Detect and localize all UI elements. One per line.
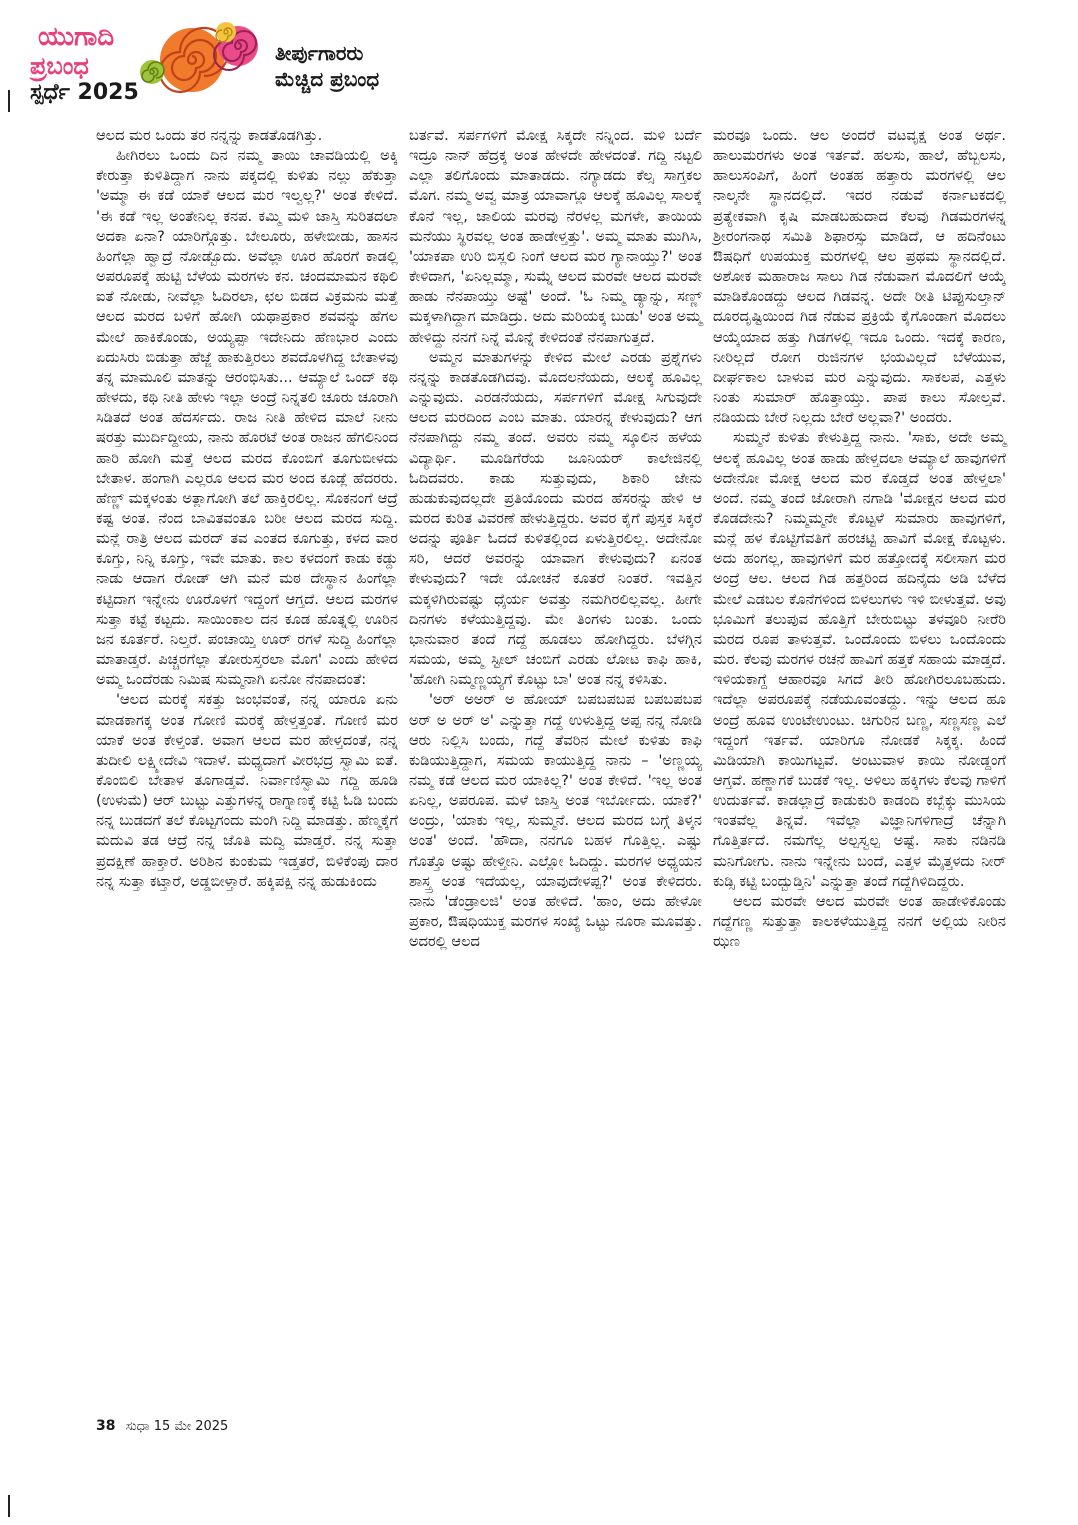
page-footer (96, 1418, 228, 1434)
paragraph: ಹೀಗಿರಲು ಒಂದು ದಿನ ನಮ್ಮ ತಾಯಿ ಚಾವಡಿಯಲ್ಲಿ ಅಕ್ಕಿ ಕೇರುತ್ತಾ ಕುಳಿತಿದ್ದಾಗ ನಾನು ಪಕ್ಕದಲ್ಲಿ ಕುಳಿತು ನಲ್ಲು ಹೆಕುತ್ತಾ 'ಅಮ್ಮಾ ಈ ಕಡೆ ಯಾಕೆ ಆಲದ ಮರ ಇಲ್ವಲ್ಲ?' ಅಂತ ಕೇಳಿದೆ. 'ಈ ಕಡೆ ಇಲ್ಲ ಅಂತೇನಿಲ್ಲ ಕನಪ. ಕಮ್ಮಿ ಮಳಿ ಜಾಸ್ತಿ ಸುರಿತದಲಾ ಅದಕಾ ಏನಾ? ಯಾರಿಗ್ಗೊತ್ತು. ಬೇಲೂರು, ಹಳೇಬೀಡು, ಹಾಸನ ಹಿಂಗೆಲ್ಲಾ ಹ್ವಾದ್ರೆ ನೋಡ್ಬೊದು. ಅವೆಲ್ಲಾ ಊರ ಹೊರಗೆ ಕಾಡಲ್ಲಿ ಅಪರೂಪಕ್ಕೆ ಹುಟ್ಟಿ ಬೆಳೆಯ ಮರಗಳು ಕನ. ಚಂದಮಾಮನ ಕಥಿಲಿ ಐತೆ ನೋಡು, ನೀವೆಲ್ಲಾ ಓದಿರಲಾ, ಛಲ ಬಿಡದ ವಿಕ್ರಮನು ಮತ್ತೆ ಆಲದ ಮರದ ಬಳಿಗೆ ಹೋಗಿ ಯಥಾಪ್ರಕಾರ ಶವವನ್ನು ಹೆಗಲ ಮೇಲೆ ಹಾಕಿಕೊಂಡು, ಅಯ್ಯಪ್ಪಾ ಇದೇನಿದು ಹೆಣಭಾರ ಎಂದು ಏದುಸಿರು ಬಿಡುತ್ತಾ ಹೆಜ್ಜೆ ಹಾಕುತ್ತಿರಲು ಶವದೊಳಗಿದ್ದ ಬೇತಾಳವು ತನ್ನ ಮಾಮೂಲಿ ಮಾತನ್ನು ಆರಂಭಿಸಿತು... ಆಮ್ಯಾಲೆ ಒಂದ್ ಕಥಿ ಹೇಳದು, ಕಥಿ ನೀತಿ ಹೇಳು ಇಲ್ಲಾ ಅಂದ್ರೆ ನಿನ್ನತಲಿ ಚೂರು ಚೂರಾಗಿ ಸಿಡಿತದೆ ಅಂತ ಹೆದರ್ಸದು. ರಾಜ ನೀತಿ ಹೇಳಿದ ಮಾಲೆ ನೀನು ಷರತ್ತು ಮುರ್ದಿದ್ದೀಯ, ನಾನು ಹೊರಟೆ ಅಂತ ರಾಜನ ಹೆಗಲಿನಿಂದ ಹಾರಿ ಹೋಗಿ ಮತ್ತೆ ಆಲದ ಮರದ ಕೊಂಬಿಗೆ ತೂಗುಬೀಳದು ಬೇತಾಳ. ಹಂಗಾಗಿ ಎಲ್ಲರೂ ಆಲದ ಮರ ಅಂದ ಕೂಡ್ಲೆ ಹೆದರರು. ಹೆಣ್ಣ್ ಮಕ್ಕಳಂತು ಅತ್ಲಾಗೋಗಿ ತಲೆ ಹಾಕ್ತಿರಲಿಲ್ಲ. ಸೊಕನಂಗೆ ಆದ್ರೆ ಕಷ್ಟ ಅಂತ. ನೆಂದ ಬಾವಿತವಂತೂ ಬರೀ ಆಲದ ಮರದ ಸುದ್ದಿ. ಮನ್ಲೆ ರಾತ್ರಿ ಆಲದ ಮರದ್ ತವ ಎಂತದ ಕೂಗುತ್ತು, ಕಳದ ವಾರ ಕೂಗ್ತು, ನಿನ್ನಿ ಕೂಗ್ತು, ಇವೇ ಮಾತು. ಕಾಲ ಕಳದಂಗೆ ಕಾಡು ಕಡ್ದು ನಾಡು ಆದಾಗ ರೋಡ್ ಆಗಿ ಮನೆ ಮಠ ದೇಸ್ಥಾನ ಹಿಂಗೆಲ್ಲಾ ಕಟ್ಟಿದಾಗ ಇನ್ನೇನು ಊರೊಳಗೆ ಇದ್ದಂಗೆ ಆಗ್ತದೆ. ಆಲದ ಮರಗಳ ಸುತ್ತಾ ಕಟ್ಟೆ ಕಟ್ಟದು. ಸಾಯಿಂಕಾಲ ದನ ಕೂಡ ಹೊತ್ನಲ್ಲಿ ಊರಿನ ಜನ ಕೂರ್ತರೆ. ನಿಲ್ತರೆ. ಪಂಚಾಯ್ತಿ ಊರ್ ರಗಳೆ ಸುದ್ದಿ ಹಿಂಗೆಲ್ಲಾ ಮಾತಾಡ್ತರೆ. ಪಿಚ್ಚರಗೆಲ್ಲಾ ತೋರುಸ್ತರಲಾ ಮೊಗ' ಎಂದು ಹೇಳಿದ ಅಮ್ಮ ಒಂದೆರಡು ನಿಮಿಷ ಸುಮ್ಮನಾಗಿ ಏನೋ ನೆನಪಾದಂತೆ: (96, 147, 398, 689)
paragraph: ಮರವೂ ಒಂದು. ಆಲ ಅಂದರೆ ವಟವೃಕ್ಷ ಅಂತ ಅರ್ಥ. ಹಾಲುಮರಗಳು ಅಂತ ಇರ್ತವೆ. ಹಲಸು, ಹಾಲೆ, ಹೆಬ್ಬಲಸು, ಹಾಲುಸಂಪಿಗೆ, ಹಿಂಗೆ ಅಂತಹ ಹತ್ತಾರು ಮರಗಳಲ್ಲಿ ಆಲ ನಾಲ್ಕನೇ ಸ್ಥಾನದಲ್ಲಿದೆ. ಇದರ ನಡುವೆ ಕರ್ನಾಟಕದಲ್ಲಿ ಪ್ರತ್ಯೇಕವಾಗಿ ಕೃಷಿ ಮಾಡಬಹುದಾದ ಕೆಲವು ಗಿಡಮರಗಳನ್ನ ಶ್ರೀರಂಗನಾಥ ಸಮಿತಿ ಶಿಫಾರಸ್ಸು ಮಾಡಿದೆ, ಆ ಹದಿನೆಂಟು ಔಷಧಿಗೆ ಉಪಯುಕ್ತ ಮರಗಳಲ್ಲಿ ಆಲ ಪ್ರಥಮ ಸ್ಥಾನದಲ್ಲಿದೆ. ಅಶೋಕ ಮಹಾರಾಜ ಸಾಲು ಗಿಡ ನೆಡುವಾಗ ಮೊದಲಿಗೆ ಆಯ್ಕೆ ಮಾಡಿಕೊಂಡದ್ದು ಆಲದ ಗಿಡವನ್ನ. ಅದೇ ರೀತಿ ಟಿಪ್ಪುಸುಲ್ತಾನ್ ದೂರದೃಷ್ಟಿಯಿಂದ ಗಿಡ ನೆಡುವ ಪ್ರಕ್ರಿಯೆ ಕೈಗೊಂಡಾಗ ಮೊದಲು ಆಯ್ಕೆಯಾದ ಹತ್ತು ಗಿಡಗಳಲ್ಲಿ ಇದೂ ಒಂದು. ಇದಕ್ಕೆ ಕಾರಣ, ನೀರಿಲ್ಲದೆ ರೋಗ ರುಜಿನಗಳ ಭಯವಿಲ್ಲದೆ ಬೆಳೆಯುವ, ದೀರ್ಘಕಾಲ ಬಾಳುವ ಮರ ಎನ್ನುವುದು. ಸಾಕಲಪ, ಎತ್ತಳು ನಿಂತು ಸುಮಾರ್ ಹೊತ್ತಾಯ್ತು. ಪಾಪ ಕಾಲು ಸೋಲ್ತವೆ. ನಡಿಯದು ಬೇರೆ ನಿಲ್ಲದು ಬೇರೆ ಅಲ್ಲವಾ?' ಅಂದರು. (713, 127, 1006, 427)
paragraph: 'ಅರ್ ಅಅರ್ ಅ ಹೋಯ್ ಬಪಬಪಬಪ ಬಪಬಪಬಪ ಅರ್ ಅ ಅರ್ ಅ' ಎನ್ನುತ್ತಾ ಗದ್ದೆ ಉಳುತ್ತಿದ್ದ ಅಪ್ಪ ನನ್ನ ನೋಡಿ ಆರು ನಿಲ್ಲಿಸಿ ಬಂದು, ಗದ್ದೆ ತೆವರಿನ ಮೇಲೆ ಕುಳಿತು ಕಾಫಿ ಕುಡಿಯುತ್ತಿದ್ದಾಗ, ಸಮಯ ಕಾಯುತ್ತಿದ್ದ ನಾನು – 'ಅಣ್ಣಯ್ಯ ನಮ್ಮ ಕಡೆ ಆಲದ ಮರ ಯಾಕಿಲ್ಲ?' ಅಂತ ಕೇಳಿದೆ. 'ಇಲ್ಲ ಅಂತ ಏನಿಲ್ಲ, ಅಪರೂಪ. ಮಳೆ ಜಾಸ್ತಿ ಅಂತ ಇರ್ಬೋದು. ಯಾಕೆ?' ಅಂದ್ರು, 'ಯಾಕು ಇಲ್ಲ, ಸುಮ್ಮನೆ. ಆಲದ ಮರದ ಬಗ್ಗೆ ತಿಳ್ಕನ ಅಂತ' ಅಂದೆ. 'ಹೌದಾ, ನನಗೂ ಬಹಳ ಗೊತ್ತಿಲ್ಲ. ಎಷ್ಟು ಗೊತ್ತೊ ಅಷ್ಟು ಹೇಳ್ತೀನಿ. ಎಲ್ಲೋ ಓದಿದ್ದು. ಮರಗಳ ಅಧ್ಯಯನ ಶಾಸ್ತ್ರ ಅಂತ ಇದೆಯಲ್ಲ, ಯಾವುದೇಳಪ್ಪ?' ಅಂತ ಕೇಳಿದರು. ನಾನು 'ಡೆಂಡ್ರಾಲಜಿ' ಅಂತ ಹೇಳಿದೆ. 'ಹಾಂ, ಅದು ಹೇಳೋ ಪ್ರಕಾರ, ಔಷಧಿಯುಕ್ತ ಮರಗಳ ಸಂಖ್ಯೆ ಒಟ್ಟು ನೂರಾ ಮೂವತ್ತು. ಅದರಲ್ಲಿ ಆಲದ (409, 691, 702, 951)
spiral-decoration-icon (130, 20, 280, 110)
paragraph: ಅಮ್ಮನ ಮಾತುಗಳನ್ನು ಕೇಳಿದ ಮೇಲೆ ಎರಡು ಪ್ರಶ್ನೆಗಳು ನನ್ನನ್ನು ಕಾಡತೊಡಗಿದವು. ಮೊದಲನೆಯದು, ಆಲಕ್ಕೆ ಹೂವಿಲ್ಲ ಎನ್ನುವುದು. ಎರಡನೆಯದು, ಸರ್ಪಗಳಿಗೆ ಮೋಕ್ಷ ಸಿಗುವುದೇ ಆಲದ ಮರದಿಂದ ಎಂಬ ಮಾತು. ಯಾರನ್ನ ಕೇಳುವುದು? ಆಗ ನೆನಪಾಗಿದ್ದು ನಮ್ಮ ತಂದೆ. ಅವರು ನಮ್ಮ ಸ್ಕೂಲಿನ ಹಳೆಯ ವಿದ್ಯಾರ್ಥಿ. ಮೂಡಿಗೆರೆಯ ಜೂನಿಯರ್ ಕಾಲೇಜಿನಲ್ಲಿ ಓದಿದವರು. ಕಾಡು ಸುತ್ತುವುದು, ಶಿಕಾರಿ ಜೇನು ಹುಡುಕುವುದಲ್ಲದೇ ಪ್ರತಿಯೊಂದು ಮರದ ಹೆಸರನ್ನು ಹೇಳಿ ಆ ಮರದ ಕುರಿತ ವಿವರಣೆ ಹೇಳುತ್ತಿದ್ದರು. ಅವರ ಕೈಗೆ ಪುಸ್ತಕ ಸಿಕ್ಕರೆ ಅದನ್ನು ಪೂರ್ತಿ ಓದದೆ ಕುಳಿತಲ್ಲಿಂದ ಏಳುತ್ತಿರಲಿಲ್ಲ. ಅದೇನೋ ಸರಿ, ಆದರೆ ಅವರನ್ನು ಯಾವಾಗ ಕೇಳುವುದು? ಏನಂತ ಕೇಳುವುದು? ಇದೇ ಯೋಚನೆ ಕೂತರೆ ನಿಂತರೆ. ಇವತ್ತಿನ ಮಕ್ಕಳಿಗಿರುವಷ್ಟು ಧೈರ್ಯ ಅವತ್ತು ನಮಗಿರಲಿಲ್ಲವಲ್ಲ. ಹೀಗೇ ದಿನಗಳು ಕಳೆಯುತ್ತಿದ್ದವು. ಮೇ ತಿಂಗಳು ಬಂತು. ಒಂದು ಭಾನುವಾರ ತಂದೆ ಗದ್ದೆ ಹೂಡಲು ಹೋಗಿದ್ದರು. ಬೆಳಗ್ಗಿನ ಸಮಯ, ಅಮ್ಮ ಸ್ಟೀಲ್ ಚಂಬಿಗೆ ಎರಡು ಲೋಟ ಕಾಫಿ ಹಾಕಿ, 'ಹೋಗಿ ನಿಮ್ಮಣ್ಣಯ್ಯಗೆ ಕೊಟ್ಟು ಬಾ' ಅಂತ ನನ್ನ ಕಳಿಸಿತು. (409, 348, 702, 689)
publication-info: ಸುಧಾ 15 ಮೇ 2025 (125, 1419, 229, 1434)
crop-mark (8, 90, 10, 112)
logo-line-prabandha: ಪ್ರಬಂಧ (30, 52, 89, 80)
crop-mark (8, 1495, 10, 1517)
page-number: 38 (96, 1418, 116, 1434)
paragraph: 'ಆಲದ ಮರಕ್ಕೆ ಸಕತ್ತು ಜಂಭವಂತೆ, ನನ್ನ ಯಾರೂ ಏನು ಮಾಡಕಾಗಕ್ಕ ಅಂತ ಗೋಣಿ ಮರಕ್ಕೆ ಹೇಳ್ತತ್ತಂತೆ. ಗೋಣಿ ಮರ ಯಾಕೆ ಅಂತ ಕೇಳ್ತಂತೆ. ಅವಾಗ ಆಲದ ಮರ ಹೇಳ್ತದಂತೆ, ನನ್ನ ತುದೀಲಿ ಲಕ್ಷ್ಮೀದೇವಿ ಇದಾಳೆ. ಮಧ್ಯದಾಗೆ ವೀರಭದ್ರ ಸ್ವಾಮಿ ಐತೆ. ಕೊಂಬಿಲಿ ಬೇತಾಳ ತೂಗಾಡ್ತವೆ. ನಿರ್ವಾಣಿಸ್ವಾಮಿ ಗದ್ದಿ ಹೂಡಿ (ಉಳುಮೆ) ಆರ್ ಬುಟ್ಟು ಎತ್ತುಗಳನ್ನ ರಾಗ್ನಾಣಕ್ಕೆ ಕಟ್ಟಿ ಓಡಿ ಬಂದು ನನ್ನ ಬುಡದಗೆ ತಲೆ ಕೊಟ್ಟಗಂದು ಮಂಗಿ ನಿದ್ದಿ ಮಾಡತ್ತು. ಹೆಣ್ಮಕ್ಕೆಗೆ ಮದುವಿ ತಡ ಆದ್ರೆ ನನ್ನ ಜೊತಿ ಮದ್ವಿ ಮಾಡ್ತರೆ. ನನ್ನ ಸುತ್ತಾ ಪ್ರದಕ್ಷಿಣೆ ಹಾಕ್ತಾರೆ. ಅರಿಶಿನ ಕುಂಕುಮ ಇಡ್ತತರೆ, ಬಿಳಿಕೆಂಪು ದಾರ ನನ್ನ ಸುತ್ತಾ ಕಟ್ತಾರೆ, ಅಡ್ಡಬೀಳ್ತಾರೆ. ಹಕ್ಕಿಪಕ್ಷಿ ನನ್ನ ಹುಡುಕಿಂದು (96, 691, 398, 890)
paragraph: ಆಲದ ಮರ ಒಂದು ತರ ನನ್ನನ್ನು ಕಾಡತೊಡಗಿತ್ತು. (96, 127, 323, 144)
logo-line-yugadi: ಯುಗಾದಿ (38, 22, 115, 52)
logo-line-spardhe: ಸ್ಪರ್ಧೆ 2025 (30, 80, 139, 105)
paragraph: ಆಲದ ಮರವೇ ಆಲದ ಮರವೇ ಅಂತ ಹಾಡೇಳಿಕೊಂಡು ಗದ್ದೆಗಣ್ಣ ಸುತ್ತುತ್ತಾ ಕಾಲಕಳೆಯುತ್ತಿದ್ದ ನನಗೆ ಅಲ್ಲಿಯ ನೀರಿನ ಝಣ (713, 892, 1006, 951)
article-column-2 (409, 126, 702, 952)
contest-header (30, 20, 450, 108)
paragraph: ಬರ್ತವೆ. ಸರ್ಪಗಳಿಗೆ ಮೋಕ್ಷ ಸಿಕ್ಕದೇ ನನ್ನಿಂದ. ಮಳಿ ಬರ್ದೆ ಇದ್ರೂ ನಾನ್ ಹೆದ್ರಕ್ಕ ಅಂತ ಹೇಳದೇ ಹೇಳದಂತೆ. ಗದ್ದಿ ನಟ್ಟಲಿ ಎಲ್ಲಾ ತಲಿಗೊಂದು ಮಾತಾಡದು. ನಗ್ಯಾಡದು ಕೆಲ್ಸ ಸಾಗ್ತಕಲ ಮೊಗ. ನಮ್ಮ ಅವ್ವ ಮಾತ್ರ ಯಾವಾಗ್ಲೂ ಆಲಕ್ಕೆ ಹೂವಿಲ್ಲ ಸಾಲಕ್ಕೆ ಕೊನೆ ಇಲ್ಲ, ಜಾಲಿಯ ಮರವು ನೆರಳಲ್ಲ ಮಗಳೇ, ತಾಯಿಯ ಮನೆಯು ಸ್ಥಿರವಲ್ಲ ಅಂತ ಹಾಡೇಳ್ತತ್ತು'. ಅಮ್ಮ ಮಾತು ಮುಗಿಸಿ, 'ಯಾಕಪಾ ಉರಿ ಬಿಸ್ಲಲಿ ನಿಂಗೆ ಆಲದ ಮರ ಗ್ಯಾನಾಯ್ತು?' ಅಂತ ಕೇಳಿದಾಗ, 'ಏನಿಲ್ಲಮ್ಮಾ, ಸುಮ್ನೆ ಆಲದ ಮರವೇ ಆಲದ ಮರವೇ ಹಾಡು ನೆನಪಾಯ್ತು ಅಷ್ಟೆ' ಅಂದೆ. 'ಓ ನಿಮ್ಮ ಡ್ಯಾನ್ನು, ಸಣ್ಣ್ ಮಕ್ಕಳಾಗಿದ್ದಾಗ ಮಾಡಿದ್ರು. ಅದು ಮರಿಯಕ್ಕ ಬುಡು' ಅಂತ ಅಮ್ಮ ಹೇಳಿದ್ದು ನನಗೆ ನಿನ್ನೆ ಮೊನ್ನೆ ಕೇಳಿದಂತೆ ನೆನಪಾಗುತ್ತದೆ. (409, 127, 702, 346)
paragraph: ಸುಮ್ಮನೆ ಕುಳಿತು ಕೇಳುತ್ತಿದ್ದ ನಾನು. 'ಸಾಕು, ಅದೇ ಅಮ್ಮ ಆಲಕ್ಕೆ ಹೂವಿಲ್ಲ ಅಂತ ಹಾಡು ಹೇಳ್ತದಲಾ ಆಮ್ಯಾಲೆ ಹಾವುಗಳಿಗೆ ಅದೇನೋ ಮೋಕ್ಷ ಆಲದ ಮರ ಕೊಡ್ತದೆ ಅಂತ ಹೇಳ್ತಲಾ' ಅಂದೆ. ನಮ್ಮ ತಂದೆ ಜೋರಾಗಿ ನಗಾಡಿ 'ಮೋಕ್ಷನ ಆಲದ ಮರ ಕೊಡದೇನು? ನಿಮ್ಮಮ್ಮನೇ ಕೊಟ್ಟಳೆ ಸುಮಾರು ಹಾವುಗಳಿಗೆ, ಮನ್ಲೆ ಹಳ ಕೊಟ್ಟಿಗೆವತಿಗೆ ಹರಚಟ್ಟಿ ಹಾವಿಗೆ ಮೋಕ್ಷ ಕೊಟ್ಟಳು. ಅದು ಹಂಗಲ್ಲ, ಹಾವುಗಳಿಗೆ ಮರ ಹತ್ತೋದಕ್ಕೆ ಸಲೀಸಾಗ ಮರ ಅಂದ್ರೆ ಆಲ. ಆಲದ ಗಿಡ ಹತ್ತರಿಂದ ಹದಿನೈದು ಅಡಿ ಬೆಳೆದ ಮೇಲೆ ಎಡಬಲ ಕೊನೆಗಳಿಂದ ಬಿಳಲುಗಳು ಇಳಿ ಬೀಳುತ್ತವೆ. ಅವು ಭೂಮಿಗೆ ತಲುಪುವ ಹೊತ್ತಿಗೆ ಬೇರುಬಿಟ್ಟು ತಳವೂರಿ ನೀರೆರಿ ಮರದ ರೂಪ ತಾಳುತ್ತವೆ. ಒಂದೊಂದು ಬಿಳಲು ಒಂದೊಂದು ಮರ. ಕೆಲವು ಮರಗಳ ರಚನೆ ಹಾವಿಗೆ ಹತ್ತಕೆ ಸಹಾಯ ಮಾಡ್ತದೆ. ಇಳಿಯಕಾಗ್ದೆ ಆಹಾರವೂ ಸಿಗದೆ ತೀರಿ ಹೋಗಿರಲೂಬಹುದು. ಇದೆಲ್ಲಾ ಅಪರೂಪಕ್ಕೆ ನಡೆಯೂವಂತದ್ದು. ಇನ್ನು ಆಲದ ಹೂ ಅಂದ್ರೆ ಹೂವ ಉಂಟೇಉಂಟು. ಚಿಗುರಿನ ಬಣ್ಣ, ಸಣ್ಣಸಣ್ಣ ಎಲೆ ಇದ್ದಂಗೆ ಇರ್ತವೆ. ಯಾರಿಗೂ ನೋಡಕೆ ಸಿಕ್ಕಕ್ಕ. ಹಿಂದೆ ಮಿಡಿಯಾಗಿ ಕಾಯಿಗಟ್ಟವೆ. ಅಂಟುವಾಳ ಕಾಯಿ ನೋಡ್ದಂಗೆ ಆಗ್ತವೆ. ಹಣ್ಣಾಗಕೆ ಬುಡಕೆ ಇಲ್ಲ. ಅಳಿಲು ಹಕ್ಕಿಗಳು ಕೆಲವು ಗಾಳಿಗೆ ಉದುರ್ತವೆ. ಕಾಡಲ್ಲಾದ್ರೆ ಕಾಡುಕುರಿ ಕಾಡಂದಿ ಕಬ್ಬೆಕ್ಕು ಮುಸಿಯ ಇಂತವೆಲ್ಲ ತಿನ್ನವೆ. ಇವೆಲ್ಲಾ ವಿಜ್ಞಾನಿಗಳಿಗಾದ್ರೆ ಚೆನ್ನಾಗಿ ಗೊತ್ತಿರ್ತದೆ. ನಮಗೆಲ್ಲ ಅಲ್ಪಸ್ವಲ್ಪ ಅಷ್ಟೆ. ಸಾಕು ನಡಿನಡಿ ಮನಿಗೋಗು. ನಾನು ಇನ್ನೇನು ಬಂದೆ, ಎತ್ತಳ ಮೈತ್ತಳದು ನೀರ್ ಕುಡ್ಸಿ ಕಟ್ಟಿ ಬಂದ್ಬುಡ್ತಿನಿ' ಎನ್ನುತ್ತಾ ತಂದೆ ಗದ್ದೆಗಿಳಿದಿದ್ದರು. (713, 429, 1006, 890)
article-column-3 (713, 126, 1006, 952)
judges-choice-label (275, 40, 379, 92)
article-column-1 (96, 126, 398, 892)
judges-line-2: ಮೆಚ್ಚಿದ ಪ್ರಬಂಧ (275, 67, 380, 91)
judges-line-1: ತೀರ್ಪುಗಾರರು (275, 41, 364, 65)
